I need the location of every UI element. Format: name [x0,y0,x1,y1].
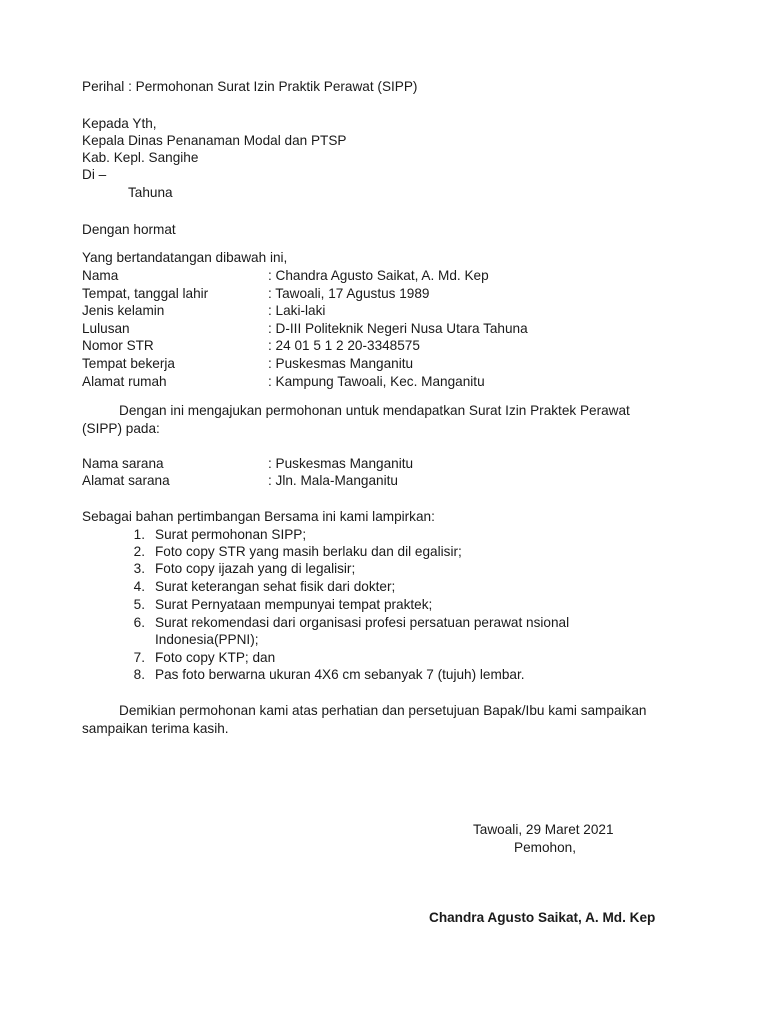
applicant-label: Tempat bekerja [82,356,175,371]
list-item-continuation: Indonesia(PPNI); [155,632,259,647]
list-item-number: 7. [133,650,145,665]
applicant-value: : Puskesmas Manganitu [268,356,414,371]
closing-paragraph-line-2: sampaikan terima kasih. [82,721,229,736]
signature-place-date: Tawoali, 29 Maret 2021 [473,822,614,837]
list-item: Surat rekomendasi dari organisasi profesi persatuan perawat nsional [155,615,570,630]
applicant-value: : D-III Politeknik Negeri Nusa Utara Tahuna [268,321,528,336]
applicant-label: Nama [82,268,119,283]
list-item-number: 1. [133,527,145,542]
recipient-line-1: Kepada Yth, [82,116,157,131]
recipient-line-4: Di – [82,167,107,182]
applicant-value: : Laki-laki [268,303,326,318]
list-item: Foto copy ijazah yang di legalisir; [155,561,356,576]
applicant-label: Alamat rumah [82,374,167,389]
signature-role: Pemohon, [514,840,576,855]
list-item-number: 8. [133,667,145,682]
facility-value: : Puskesmas Manganitu [268,456,414,471]
request-paragraph-line-1: Dengan ini mengajukan permohonan untuk mendapatkan Surat Izin Praktek Perawat [119,403,630,418]
list-item: Surat Pernyataan mempunyai tempat praktek; [155,597,433,612]
recipient-line-2: Kepala Dinas Penanaman Modal dan PTSP [82,133,347,148]
list-item-number: 4. [133,579,145,594]
list-item: Surat keterangan sehat fisik dari dokter; [155,579,396,594]
applicant-value: : Tawoali, 17 Agustus 1989 [268,286,430,301]
list-item-number: 6. [133,615,145,630]
applicant-value: : Kampung Tawoali, Kec. Manganitu [268,374,485,389]
recipient-line-5: Tahuna [128,185,173,200]
subject-line: Perihal : Permohonan Surat Izin Praktik Perawat (SIPP) [82,79,418,94]
greeting: Dengan hormat [82,222,176,237]
applicant-label: Jenis kelamin [82,303,165,318]
list-item-number: 2. [133,544,145,559]
list-item-number: 3. [133,561,145,576]
recipient-line-3: Kab. Kepl. Sangihe [82,150,199,165]
applicant-value: : 24 01 5 1 2 20-3348575 [268,338,420,353]
facility-label: Alamat sarana [82,473,170,488]
closing-paragraph-line-1: Demikian permohonan kami atas perhatian dan persetujuan Bapak/Ibu kami sampaikan [119,703,647,718]
applicant-label: Tempat, tanggal lahir [82,286,209,301]
list-item: Pas foto berwarna ukuran 4X6 cm sebanyak 7 (tujuh) lembar. [155,667,525,682]
applicant-label: Nomor STR [82,338,154,353]
signature-name: Chandra Agusto Saikat, A. Md. Kep [429,910,656,925]
applicant-label: Lulusan [82,321,130,336]
attachments-intro: Sebagai bahan pertimbangan Bersama ini kami lampirkan: [82,509,435,524]
list-item-number: 5. [133,597,145,612]
applicant-value: : Chandra Agusto Saikat, A. Md. Kep [268,268,489,283]
list-item: Foto copy STR yang masih berlaku dan dil egalisir; [155,544,462,559]
list-item: Surat permohonan SIPP; [155,527,307,542]
facility-value: : Jln. Mala-Manganitu [268,473,398,488]
request-paragraph-line-2: (SIPP) pada: [82,421,160,436]
facility-label: Nama sarana [82,456,164,471]
intro-text: Yang bertandatangan dibawah ini, [82,250,288,265]
list-item: Foto copy KTP; dan [155,650,276,665]
